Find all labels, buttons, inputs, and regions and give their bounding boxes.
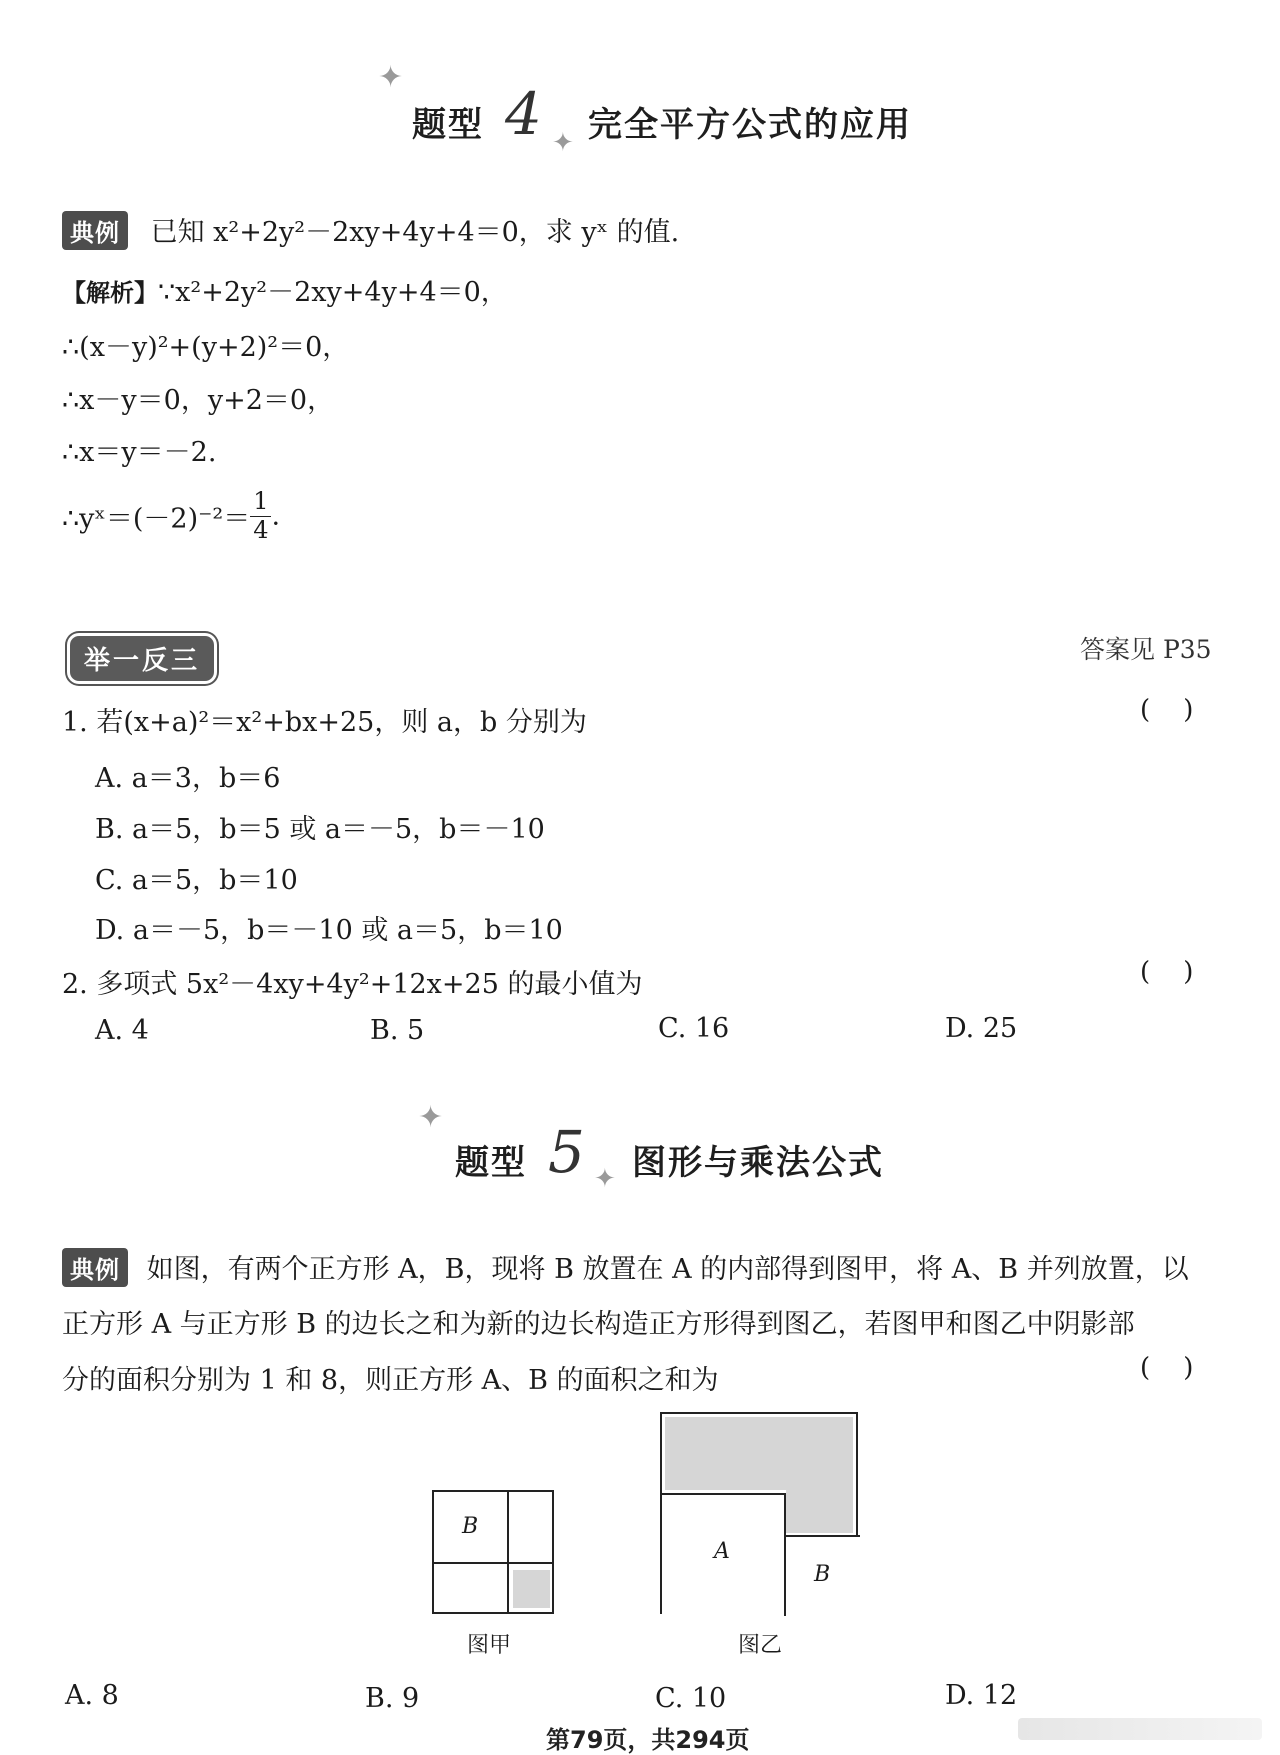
analysis-tag: 【解析】 bbox=[62, 279, 158, 307]
shaded-region bbox=[786, 1490, 853, 1533]
scan-artifact-bar bbox=[1018, 1718, 1262, 1740]
example-5-line-1 bbox=[62, 1247, 1189, 1287]
sparkle-icon: ✦ bbox=[594, 1164, 616, 1194]
section-4-number: 4 bbox=[505, 80, 542, 148]
analysis-step: ∴x＝y＝－2. bbox=[62, 437, 217, 468]
example-5-line-3: 分的面积分别为 1 和 8，则正方形 A、B 的面积之和为 bbox=[62, 1365, 719, 1396]
figure-jia-caption: 图甲 bbox=[467, 1633, 512, 1658]
example-4-question: 已知 x²+2y²－2xy+4y+4＝0，求 yˣ 的值. bbox=[150, 217, 680, 248]
analysis-step: ∴(x－y)²+(y+2)²＝0， bbox=[62, 332, 350, 363]
question-2-option-d: D. 25 bbox=[945, 1013, 1018, 1044]
answer-blank: ( ) bbox=[1140, 957, 1194, 987]
question-2-option-c: C. 16 bbox=[658, 1013, 730, 1044]
figure-yi bbox=[660, 1412, 858, 1614]
sparkle-icon: ✦ bbox=[378, 60, 404, 95]
figure-yi-caption: 图乙 bbox=[738, 1633, 783, 1658]
section-5-title: 图形与乘法公式 bbox=[632, 1143, 884, 1183]
sparkle-icon: ✦ bbox=[418, 1100, 444, 1135]
example-tag: 典例 bbox=[62, 1248, 128, 1287]
shaded-region bbox=[513, 1570, 550, 1608]
question-2-option-a: A. 4 bbox=[95, 1015, 149, 1046]
question-1-option-b: B. a＝5，b＝5 或 a＝－5，b＝－10 bbox=[95, 814, 545, 845]
example-5-text: 如图，有两个正方形 A，B，现将 B 放置在 A 的内部得到图甲，将 A、B 并列放置，以 bbox=[146, 1254, 1189, 1285]
analysis-line-1 bbox=[62, 270, 508, 309]
figure-jia bbox=[432, 1490, 554, 1614]
example-5-line-2: 正方形 A 与正方形 B 的边长之和为新的边长构造正方形得到图乙，若图甲和图乙中阴影部 bbox=[62, 1309, 1135, 1340]
section-4-title: 完全平方公式的应用 bbox=[588, 105, 912, 145]
analysis-step: ∴yˣ＝(－2)⁻²＝ bbox=[62, 503, 251, 535]
fraction-numerator: 1 bbox=[250, 488, 271, 517]
example-5-option-a: A. 8 bbox=[65, 1680, 119, 1711]
sparkle-icon: ✦ bbox=[552, 128, 574, 158]
analysis-step: ∴x－y＝0，y+2＝0， bbox=[62, 385, 335, 416]
question-1-option-c: C. a＝5，b＝10 bbox=[95, 865, 298, 896]
section-5-type-word: 题型 bbox=[455, 1143, 527, 1183]
practice-tag: 举一反三 bbox=[70, 636, 214, 681]
example-5-option-c: C. 10 bbox=[655, 1683, 727, 1714]
example-5-option-b: B. 9 bbox=[365, 1683, 420, 1714]
label-b: B bbox=[814, 1562, 831, 1587]
question-1-stem: 1. 若(x+a)²＝x²+bx+25，则 a，b 分别为 bbox=[62, 707, 587, 738]
answer-reference: 答案见 P35 bbox=[1080, 635, 1212, 664]
section-5-number: 5 bbox=[548, 1118, 585, 1186]
vertical-divider bbox=[507, 1562, 509, 1614]
question-2-stem: 2. 多项式 5x²－4xy+4y²+12x+25 的最小值为 bbox=[62, 969, 643, 1000]
shaded-region bbox=[665, 1417, 853, 1490]
fraction-denominator: 4 bbox=[253, 515, 269, 544]
period: . bbox=[271, 500, 281, 532]
question-2-option-b: B. 5 bbox=[370, 1015, 425, 1046]
page-number-footer: 第79页，共294页 bbox=[546, 1726, 750, 1754]
example-4-question-line bbox=[62, 210, 679, 250]
answer-blank: ( ) bbox=[1140, 1353, 1194, 1383]
question-1-option-d: D. a＝－5，b＝－10 或 a＝5，b＝10 bbox=[95, 915, 563, 946]
answer-blank: ( ) bbox=[1140, 695, 1194, 725]
example-5-option-d: D. 12 bbox=[945, 1680, 1018, 1711]
analysis-result-line bbox=[62, 488, 280, 544]
question-1-option-a: A. a＝3，b＝6 bbox=[95, 763, 281, 794]
section-4-type-word: 题型 bbox=[412, 105, 484, 145]
example-tag: 典例 bbox=[62, 211, 128, 250]
horizontal-divider bbox=[509, 1562, 554, 1564]
label-a: A bbox=[714, 1539, 730, 1564]
fraction bbox=[250, 488, 271, 544]
analysis-step: ∵x²+2y²－2xy+4y+4＝0， bbox=[158, 277, 508, 308]
label-b: B bbox=[462, 1514, 479, 1539]
